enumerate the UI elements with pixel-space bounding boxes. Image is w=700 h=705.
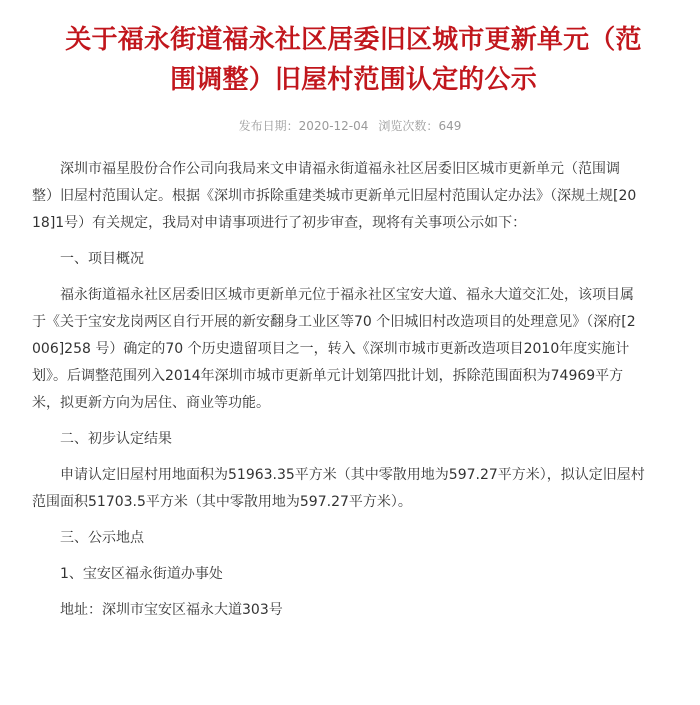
title-line-2: 围调整）旧屋村范围认定的公示 [170,65,537,95]
title-line-1: 关于福永街道福永社区居委旧区城市更新单元（范 [65,25,642,55]
publish-date-label: 发布日期： [238,119,299,133]
section-1-line: 划》。后调整范围列入2014年深圳市城市更新单元计划第四批计划，拆除范围面积为74969平方 [32,368,624,384]
intro-line: 18]1号）有关规定，我局对申请事项进行了初步审查，现将有关事项公示如下： [32,215,527,231]
section-2-paragraph [32,462,672,516]
section-2-line: 范围面积51703.5平方米（其中零散用地为597.27平方米）。 [32,494,412,510]
view-count: 649 [438,119,462,133]
intro-line: 整）旧屋村范围认定。根据《深圳市拆除重建类城市更新单元旧屋村范围认定办法》（深规土规[20 [32,188,637,204]
intro-line: 深圳市福星股份合作公司向我局来文申请福永街道福永社区居委旧区城市更新单元（范围调 [60,161,620,177]
address-line: 地址：深圳市宝安区福永大道303号 [60,602,283,618]
section-2-heading: 二、初步认定结果 [60,431,172,447]
section-3-heading: 三、公示地点 [60,530,144,546]
section-1-line: 福永街道福永社区居委旧区城市更新单元位于福永社区宝安大道、福永大道交汇处，该项目属 [60,287,634,303]
publish-date: 2020-12-04 [298,119,369,133]
section-1-line: 于《关于宝安龙岗两区自行开展的新安翻身工业区等70 个旧城旧村改造项目的处理意见》（深府[2 [32,314,636,330]
article-meta [0,117,700,135]
intro-paragraph [32,156,672,237]
section-1-paragraph [32,282,672,417]
page-title [26,20,681,100]
section-1-heading: 一、项目概况 [60,251,144,267]
view-count-label: 浏览次数： [378,119,439,133]
section-2-line: 申请认定旧屋村用地面积为51963.35平方米（其中零散用地为597.27平方米），拟认定旧屋村 [60,467,645,483]
section-1-line: 006]258 号）确定的70 个历史遗留项目之一，转入《深圳市城市更新改造项目2010年度实施计 [32,341,630,357]
location-item: 1、宝安区福永街道办事处 [60,566,223,582]
section-1-line: 米，拟更新方向为居住、商业等功能。 [32,395,270,411]
article-body [32,156,672,624]
